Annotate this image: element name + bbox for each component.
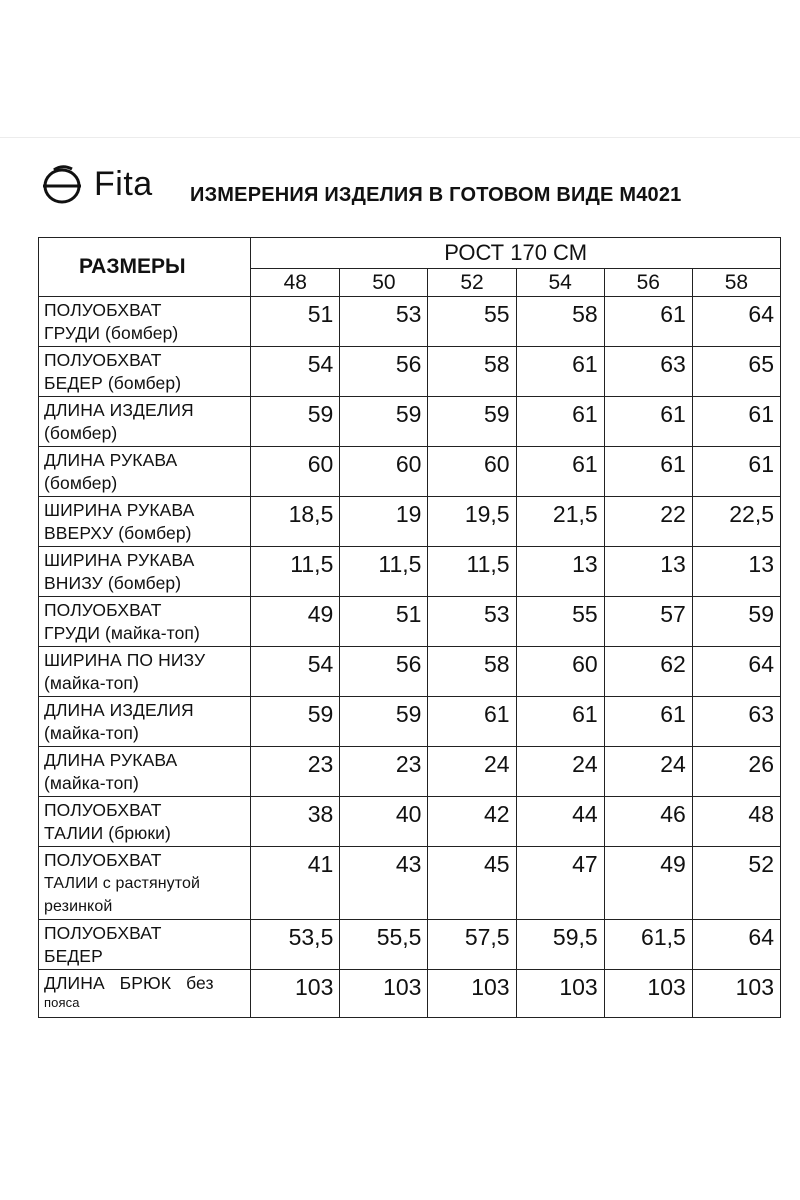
value-cell: 64 bbox=[692, 647, 780, 697]
value-cell: 61 bbox=[516, 347, 604, 397]
value-cell: 58 bbox=[428, 647, 516, 697]
value-cell: 51 bbox=[340, 597, 428, 647]
size-header-cell: 54 bbox=[516, 269, 604, 297]
row-label-line: ГРУДИ (майка-топ) bbox=[44, 623, 200, 643]
value-cell: 61 bbox=[604, 447, 692, 497]
row-label-line: ШИРИНА РУКАВА bbox=[44, 500, 195, 520]
value-cell: 57,5 bbox=[428, 920, 516, 970]
top-divider bbox=[0, 137, 800, 138]
value-cell: 23 bbox=[340, 747, 428, 797]
size-header-cell: 52 bbox=[428, 269, 516, 297]
table-row bbox=[39, 347, 781, 397]
row-label bbox=[39, 447, 251, 497]
value-cell: 47 bbox=[516, 847, 604, 920]
value-cell: 43 bbox=[340, 847, 428, 920]
value-cell: 24 bbox=[428, 747, 516, 797]
brand-logo bbox=[40, 162, 153, 206]
value-cell: 56 bbox=[340, 647, 428, 697]
row-label-line: ВВЕРХУ (бомбер) bbox=[44, 523, 192, 543]
value-cell: 13 bbox=[516, 547, 604, 597]
value-cell: 59,5 bbox=[516, 920, 604, 970]
value-cell: 48 bbox=[692, 797, 780, 847]
value-cell: 21,5 bbox=[516, 497, 604, 547]
fita-logo-icon bbox=[40, 162, 84, 206]
value-cell: 63 bbox=[692, 697, 780, 747]
value-cell: 44 bbox=[516, 797, 604, 847]
value-cell: 59 bbox=[251, 397, 340, 447]
value-cell: 65 bbox=[692, 347, 780, 397]
size-header-cell: 58 bbox=[692, 269, 780, 297]
value-cell: 24 bbox=[516, 747, 604, 797]
row-label-line: ДЛИНА БРЮК без bbox=[44, 973, 214, 993]
row-label-line: ПОЛУОБХВАТ bbox=[44, 923, 162, 943]
value-cell: 54 bbox=[251, 347, 340, 397]
row-label-line: БЕДЕР bbox=[44, 946, 103, 966]
value-cell: 41 bbox=[251, 847, 340, 920]
brand-name: Fita bbox=[94, 165, 153, 203]
value-cell: 59 bbox=[692, 597, 780, 647]
table-row bbox=[39, 497, 781, 547]
value-cell: 55 bbox=[428, 297, 516, 347]
table-row bbox=[39, 397, 781, 447]
value-cell: 53,5 bbox=[251, 920, 340, 970]
row-label bbox=[39, 497, 251, 547]
row-label-line: ДЛИНА РУКАВА bbox=[44, 750, 178, 770]
row-label-line: ВНИЗУ (бомбер) bbox=[44, 573, 182, 593]
value-cell: 103 bbox=[428, 970, 516, 1018]
value-cell: 61 bbox=[516, 397, 604, 447]
value-cell: 103 bbox=[340, 970, 428, 1018]
row-label-line: ТАЛИИ с растянутой bbox=[44, 875, 201, 892]
value-cell: 46 bbox=[604, 797, 692, 847]
row-label bbox=[39, 397, 251, 447]
table-row bbox=[39, 547, 781, 597]
value-cell: 60 bbox=[516, 647, 604, 697]
height-header: РОСТ 170 СМ bbox=[251, 238, 781, 269]
row-label-line: ПОЛУОБХВАТ bbox=[44, 600, 162, 620]
row-label-line: (бомбер) bbox=[44, 473, 118, 493]
row-label bbox=[39, 697, 251, 747]
value-cell: 13 bbox=[692, 547, 780, 597]
value-cell: 61 bbox=[604, 297, 692, 347]
value-cell: 61 bbox=[604, 397, 692, 447]
value-cell: 40 bbox=[340, 797, 428, 847]
value-cell: 45 bbox=[428, 847, 516, 920]
row-label-line: резинкой bbox=[44, 898, 113, 915]
value-cell: 58 bbox=[516, 297, 604, 347]
table-row bbox=[39, 697, 781, 747]
table-row bbox=[39, 797, 781, 847]
value-cell: 103 bbox=[692, 970, 780, 1018]
value-cell: 61 bbox=[516, 697, 604, 747]
row-label bbox=[39, 297, 251, 347]
measurements-table bbox=[38, 237, 781, 1018]
row-label-line: (майка-топ) bbox=[44, 723, 139, 743]
value-cell: 61 bbox=[428, 697, 516, 747]
row-label-line: БЕДЕР (бомбер) bbox=[44, 373, 182, 393]
sizes-header: РАЗМЕРЫ bbox=[39, 238, 251, 297]
row-label-line: (майка-топ) bbox=[44, 773, 139, 793]
value-cell: 49 bbox=[251, 597, 340, 647]
table-row bbox=[39, 597, 781, 647]
value-cell: 22 bbox=[604, 497, 692, 547]
size-header-cell: 48 bbox=[251, 269, 340, 297]
value-cell: 60 bbox=[428, 447, 516, 497]
value-cell: 103 bbox=[251, 970, 340, 1018]
value-cell: 42 bbox=[428, 797, 516, 847]
value-cell: 61 bbox=[692, 397, 780, 447]
row-label-line: (майка-топ) bbox=[44, 673, 139, 693]
value-cell: 59 bbox=[251, 697, 340, 747]
value-cell: 53 bbox=[340, 297, 428, 347]
value-cell: 11,5 bbox=[251, 547, 340, 597]
row-label-line: ДЛИНА РУКАВА bbox=[44, 450, 178, 470]
value-cell: 59 bbox=[340, 397, 428, 447]
table-row bbox=[39, 920, 781, 970]
value-cell: 103 bbox=[516, 970, 604, 1018]
value-cell: 55 bbox=[516, 597, 604, 647]
table-row bbox=[39, 447, 781, 497]
table-row bbox=[39, 970, 781, 1018]
value-cell: 61,5 bbox=[604, 920, 692, 970]
row-label-line: пояса bbox=[44, 995, 80, 1010]
row-label bbox=[39, 647, 251, 697]
value-cell: 61 bbox=[604, 697, 692, 747]
value-cell: 64 bbox=[692, 297, 780, 347]
row-label-line: ПОЛУОБХВАТ bbox=[44, 300, 162, 320]
value-cell: 19,5 bbox=[428, 497, 516, 547]
table-row bbox=[39, 647, 781, 697]
value-cell: 23 bbox=[251, 747, 340, 797]
row-label-line: ДЛИНА ИЗДЕЛИЯ bbox=[44, 700, 194, 720]
value-cell: 63 bbox=[604, 347, 692, 397]
row-label bbox=[39, 920, 251, 970]
value-cell: 51 bbox=[251, 297, 340, 347]
value-cell: 58 bbox=[428, 347, 516, 397]
row-label-line: ГРУДИ (бомбер) bbox=[44, 323, 179, 343]
row-label bbox=[39, 597, 251, 647]
table-body bbox=[39, 297, 781, 1018]
value-cell: 60 bbox=[340, 447, 428, 497]
value-cell: 49 bbox=[604, 847, 692, 920]
row-label-line: ШИРИНА РУКАВА bbox=[44, 550, 195, 570]
table-row bbox=[39, 297, 781, 347]
value-cell: 11,5 bbox=[428, 547, 516, 597]
row-label-line: ДЛИНА ИЗДЕЛИЯ bbox=[44, 400, 194, 420]
value-cell: 52 bbox=[692, 847, 780, 920]
value-cell: 22,5 bbox=[692, 497, 780, 547]
size-header-cell: 50 bbox=[340, 269, 428, 297]
value-cell: 19 bbox=[340, 497, 428, 547]
value-cell: 60 bbox=[251, 447, 340, 497]
row-label-line: ТАЛИИ (брюки) bbox=[44, 823, 171, 843]
value-cell: 11,5 bbox=[340, 547, 428, 597]
row-label-line: ШИРИНА ПО НИЗУ bbox=[44, 650, 206, 670]
value-cell: 61 bbox=[516, 447, 604, 497]
value-cell: 24 bbox=[604, 747, 692, 797]
row-label bbox=[39, 970, 251, 1018]
value-cell: 54 bbox=[251, 647, 340, 697]
value-cell: 59 bbox=[340, 697, 428, 747]
row-label-line: ПОЛУОБХВАТ bbox=[44, 850, 162, 870]
row-label bbox=[39, 347, 251, 397]
row-label-line: ПОЛУОБХВАТ bbox=[44, 800, 162, 820]
row-label-line: (бомбер) bbox=[44, 423, 118, 443]
value-cell: 62 bbox=[604, 647, 692, 697]
value-cell: 53 bbox=[428, 597, 516, 647]
value-cell: 26 bbox=[692, 747, 780, 797]
value-cell: 57 bbox=[604, 597, 692, 647]
row-label bbox=[39, 847, 251, 920]
document-title: ИЗМЕРЕНИЯ ИЗДЕЛИЯ В ГОТОВОМ ВИДЕ М4021 bbox=[190, 184, 682, 206]
value-cell: 61 bbox=[692, 447, 780, 497]
row-label bbox=[39, 547, 251, 597]
row-label-line: ПОЛУОБХВАТ bbox=[44, 350, 162, 370]
value-cell: 55,5 bbox=[340, 920, 428, 970]
value-cell: 38 bbox=[251, 797, 340, 847]
size-header-cell: 56 bbox=[604, 269, 692, 297]
row-label bbox=[39, 797, 251, 847]
value-cell: 18,5 bbox=[251, 497, 340, 547]
value-cell: 13 bbox=[604, 547, 692, 597]
value-cell: 56 bbox=[340, 347, 428, 397]
row-label bbox=[39, 747, 251, 797]
value-cell: 64 bbox=[692, 920, 780, 970]
value-cell: 59 bbox=[428, 397, 516, 447]
table-row bbox=[39, 847, 781, 920]
value-cell: 103 bbox=[604, 970, 692, 1018]
table-row bbox=[39, 747, 781, 797]
